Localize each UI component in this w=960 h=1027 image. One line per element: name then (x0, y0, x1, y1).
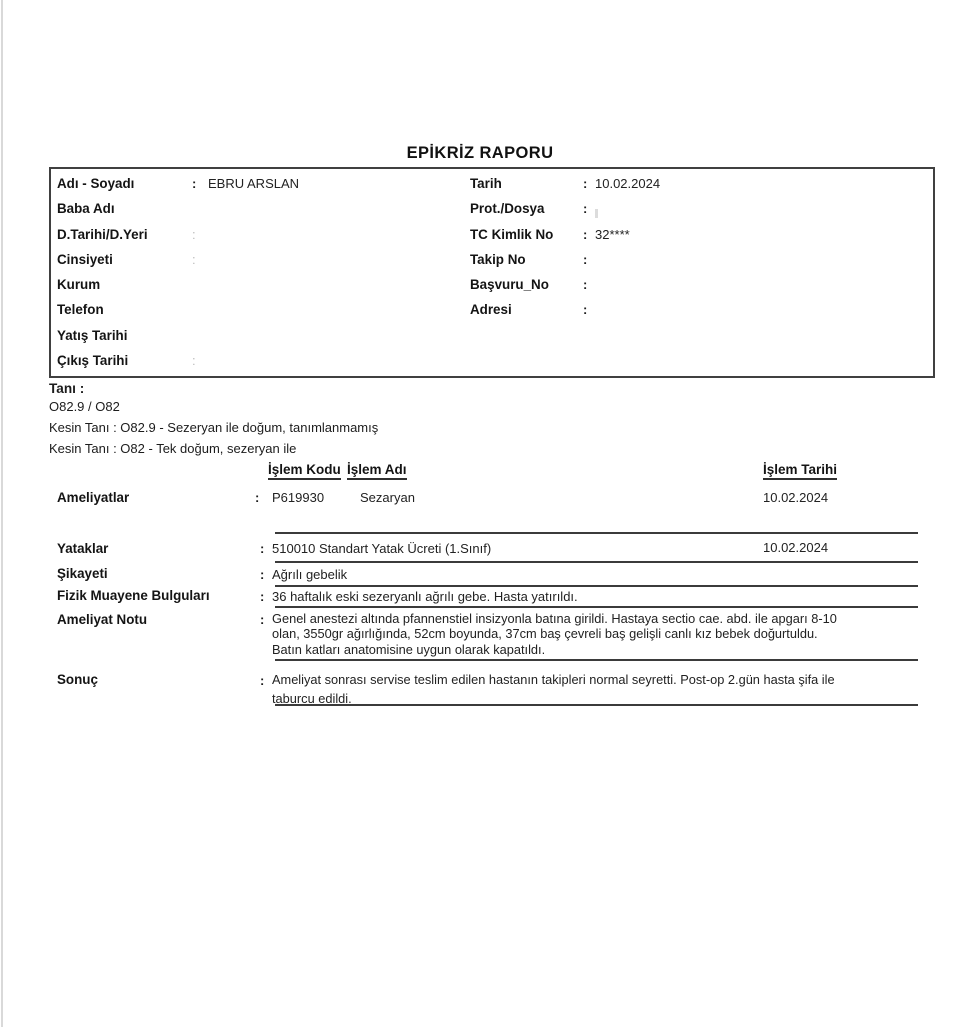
field-colon (192, 323, 208, 348)
field-colon: : (583, 226, 588, 242)
column-header-islem-adi: İşlem Adı (347, 462, 407, 480)
row-label-yataklar: Yataklar (57, 541, 109, 556)
row-colon: : (260, 567, 265, 582)
row-colon: : (260, 673, 265, 688)
field-label: Yatış Tarihi (57, 327, 128, 343)
field-label: Çıkış Tarihi (57, 353, 129, 369)
divider-line (275, 532, 918, 534)
field-colon (192, 297, 208, 322)
patient-info-right-column (470, 171, 925, 323)
row-colon: : (260, 589, 265, 604)
row-label-sikayeti: Şikayeti (57, 566, 108, 581)
patient-info-left-column (57, 171, 457, 373)
field-tc-kimlik-no (470, 222, 925, 247)
field-value (595, 247, 925, 272)
procedure-date: 10.02.2024 (763, 490, 829, 505)
field-label: Başvuru_No (470, 277, 549, 293)
ameliyat-notu-line-1: Genel anestezi altında pfannenstiel insizyonla batına girildi. Hastaya sectio cae. abd. ile apgarı 8-10 (272, 611, 837, 626)
divider-line (275, 659, 918, 661)
field-label: Prot./Dosya (470, 201, 545, 217)
field-label: Adresi (470, 302, 512, 318)
field-colon: : (192, 176, 197, 191)
field-colon: : (192, 251, 196, 267)
field-label: D.Tarihi/D.Yeri (57, 226, 148, 242)
field-adi-soyadi (57, 171, 457, 196)
field-label: Kurum (57, 277, 101, 293)
field-takip-no (470, 247, 925, 272)
field-value: 32**** (595, 226, 630, 242)
sonuc-line-2: taburcu edildi. (272, 690, 352, 706)
diagnosis-codes: O82.9 / O82 (49, 399, 120, 414)
field-dtarihi-dyeri (57, 222, 457, 247)
field-colon: : (583, 176, 588, 191)
row-label-sonuc: Sonuç (57, 672, 98, 687)
field-value (595, 297, 925, 322)
field-value: EBRU ARSLAN (208, 176, 300, 191)
row-label-ameliyat-notu: Ameliyat Notu (57, 612, 148, 627)
sikayeti-value: Ağrılı gebelik (272, 567, 348, 582)
field-value (208, 297, 457, 322)
field-colon (192, 272, 208, 297)
procedure-name: Sezaryan (360, 490, 415, 505)
divider-line (275, 704, 918, 706)
diagnosis-definite-1: Kesin Tanı : O82.9 - Sezeryan ile doğum, tanımlanmamış (49, 420, 379, 435)
field-label: Tarih (470, 176, 502, 191)
field-colon: : (583, 251, 588, 267)
field-value (208, 222, 457, 247)
patient-info-box (49, 167, 935, 378)
column-header-islem-kodu: İşlem Kodu (268, 462, 341, 480)
field-yatis-tarihi (57, 323, 457, 348)
field-label: Takip No (470, 251, 526, 267)
report-title: EPİKRİZ RAPORU (406, 144, 554, 162)
field-baba-adi (57, 196, 457, 221)
row-label-fizik-muayene: Fizik Muayene Bulguları (57, 588, 210, 603)
field-label: Adı - Soyadı (57, 176, 135, 191)
field-colon: : (583, 201, 588, 217)
fizik-muayene-value: 36 haftalık eski sezeryanlı ağrılı gebe. Hasta yatırıldı. (272, 589, 578, 604)
ameliyat-notu-text (272, 611, 837, 657)
field-cikis-tarihi (57, 348, 457, 373)
yataklar-date: 10.02.2024 (763, 540, 829, 555)
diagnosis-definite-2: Kesin Tanı : O82 - Tek doğum, sezeryan ile (49, 441, 297, 456)
field-value (208, 247, 457, 272)
field-value (208, 323, 457, 348)
field-value (208, 196, 457, 221)
yataklar-value: 510010 Standart Yatak Ücreti (1.Sınıf) (272, 541, 492, 556)
field-label: Cinsiyeti (57, 251, 113, 267)
diagnosis-heading: Tanı : (49, 381, 85, 396)
sonuc-line-1: Ameliyat sonrası servise teslim edilen hastanın takipleri normal seyretti. Post-op 2.gün hasta şifa ile (272, 672, 835, 687)
row-colon: : (260, 612, 265, 627)
row-label-ameliyatlar: Ameliyatlar (57, 490, 130, 505)
field-label: Telefon (57, 302, 104, 318)
ameliyat-notu-line-3: Batın katları anatomisine uygun olarak kapatıldı. (272, 641, 546, 657)
sonuc-text (272, 671, 835, 709)
row-colon: : (255, 490, 260, 505)
field-adresi (470, 297, 925, 322)
field-value (595, 196, 925, 221)
field-colon: : (192, 353, 196, 369)
field-basvuru-no (470, 272, 925, 297)
field-tarih (470, 171, 925, 196)
field-value (208, 272, 457, 297)
field-value (595, 272, 925, 297)
field-label: Baba Adı (57, 201, 115, 217)
field-colon: : (583, 277, 588, 293)
field-cinsiyeti (57, 247, 457, 272)
ameliyat-notu-line-2: olan, 3550gr ağırlığında, 52cm boyunda, 37cm baş çevreli baş gelişli canlı kız bebek doğurtuldu. (272, 626, 818, 642)
field-value (208, 348, 457, 373)
divider-line (275, 585, 918, 587)
redacted-mark (595, 209, 598, 218)
field-prot-dosya (470, 196, 925, 221)
field-kurum (57, 272, 457, 297)
column-header-islem-tarihi: İşlem Tarihi (763, 462, 837, 480)
row-colon: : (260, 541, 265, 556)
divider-line (275, 606, 918, 608)
field-label: TC Kimlik No (470, 226, 554, 242)
divider-line (275, 561, 918, 563)
field-colon: : (583, 302, 588, 318)
field-colon: : (192, 226, 196, 242)
field-telefon (57, 297, 457, 322)
field-value: 10.02.2024 (595, 176, 661, 191)
procedure-code: P619930 (272, 490, 325, 505)
field-colon (192, 196, 208, 221)
